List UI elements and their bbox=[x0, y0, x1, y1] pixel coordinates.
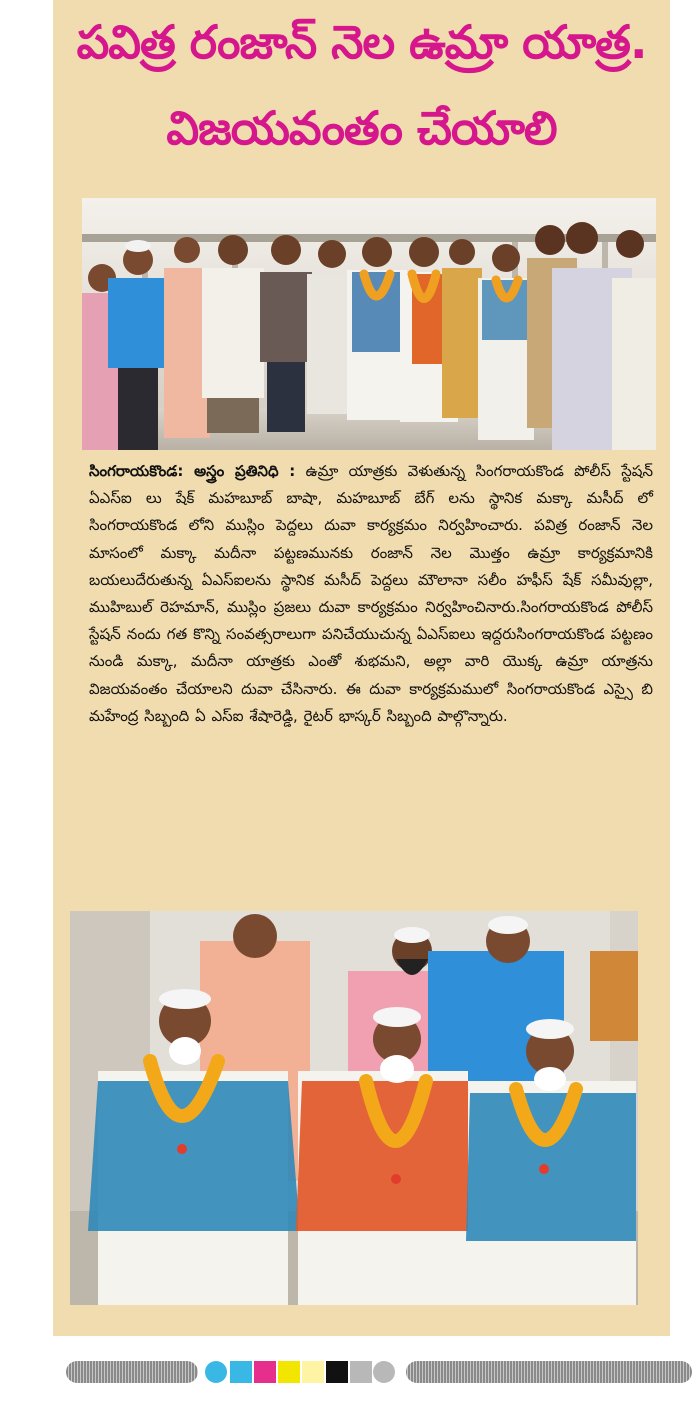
print-color-bar bbox=[66, 1357, 692, 1387]
headline-line-2: విజయవంతం చేయాలి bbox=[166, 101, 557, 155]
group-photo-illustration bbox=[82, 198, 656, 450]
right-stripe-bar bbox=[406, 1361, 692, 1383]
cyan-swatch bbox=[205, 1361, 227, 1383]
seated-photo bbox=[70, 911, 638, 1305]
headline-line-1: పవిత్ర రంజాన్ నెల ఉమ్రా యాత్ర. bbox=[76, 15, 647, 69]
article-body-text: ఉమ్రా యాత్రకు వెళుతున్న సింగరాయకొండ పోలీస్ స్టేషన్ ఏఎస్ఐ లు షేక్ మహబూబ్ బాషా, మహబూబ్ బేగ్ లను స్థానిక మక్కా మసీద్ లో సింగరాయకొండ లోని ముస్లిం పెద్దలు దువా కార్యక్రమం నిర్వహించారు. పవిత్ర రంజాన్ నెల మాసంలో మక్కా మదీనా పట్టణమునకు రంజాన్ నెల మొత్తం ఉమ్రా కార్యక్రమానికి బయలుదేరుతున్న ఏఎస్ఐలను స్థానిక మసీద్ పెద్దలు మౌలానా సలీం హఫీస్ షేక్ సమీవుల్లా, ముహిబుల్ రెహమాన్, ముస్లిం ప్రజలు దువా కార్యక్రమం నిర్వహించినారు.సింగరాయకొండ పోలీస్ స్టేషన్ నందు గత కొన్ని సంవత్సరాలుగా పనిచేయుచున్న ఏఎస్ఐలు ఇద్దరుసింగరాయకొండ పట్టణం నుండి మక్కా, మదీనా యాత్రకు ఎంతో శుభమని, అల్లా వారి యొక్క ఉమ్రా యాత్రను విజయవంతం చేయాలని దువా చేసినారు. ఈ దువా కార్యక్రమములో సింగరాయకొండ ఎస్సై బి మహేంద్ర సిబ్బంది ఏ ఎస్ఐ శేషారెడ్డి, రైటర్ భాస్కర్ సిబ్బంది పాల్గొన్నారు. bbox=[89, 462, 653, 725]
swatch-magenta bbox=[254, 1361, 276, 1383]
article-body bbox=[89, 458, 653, 730]
article-dateline: సింగరాయకొండ: అస్త్రం ప్రతినిధి : bbox=[89, 462, 296, 480]
swatch-cyan bbox=[230, 1361, 252, 1383]
swatch-black bbox=[326, 1361, 348, 1383]
group-photo bbox=[82, 198, 656, 450]
left-stripe-bar bbox=[66, 1361, 198, 1383]
swatch-grey bbox=[350, 1361, 372, 1383]
seated-photo-illustration bbox=[70, 911, 638, 1305]
grey-dot bbox=[373, 1361, 395, 1383]
swatch-yellow bbox=[278, 1361, 300, 1383]
newspaper-clipping bbox=[53, 0, 670, 1336]
swatch-light-yellow bbox=[302, 1361, 324, 1383]
